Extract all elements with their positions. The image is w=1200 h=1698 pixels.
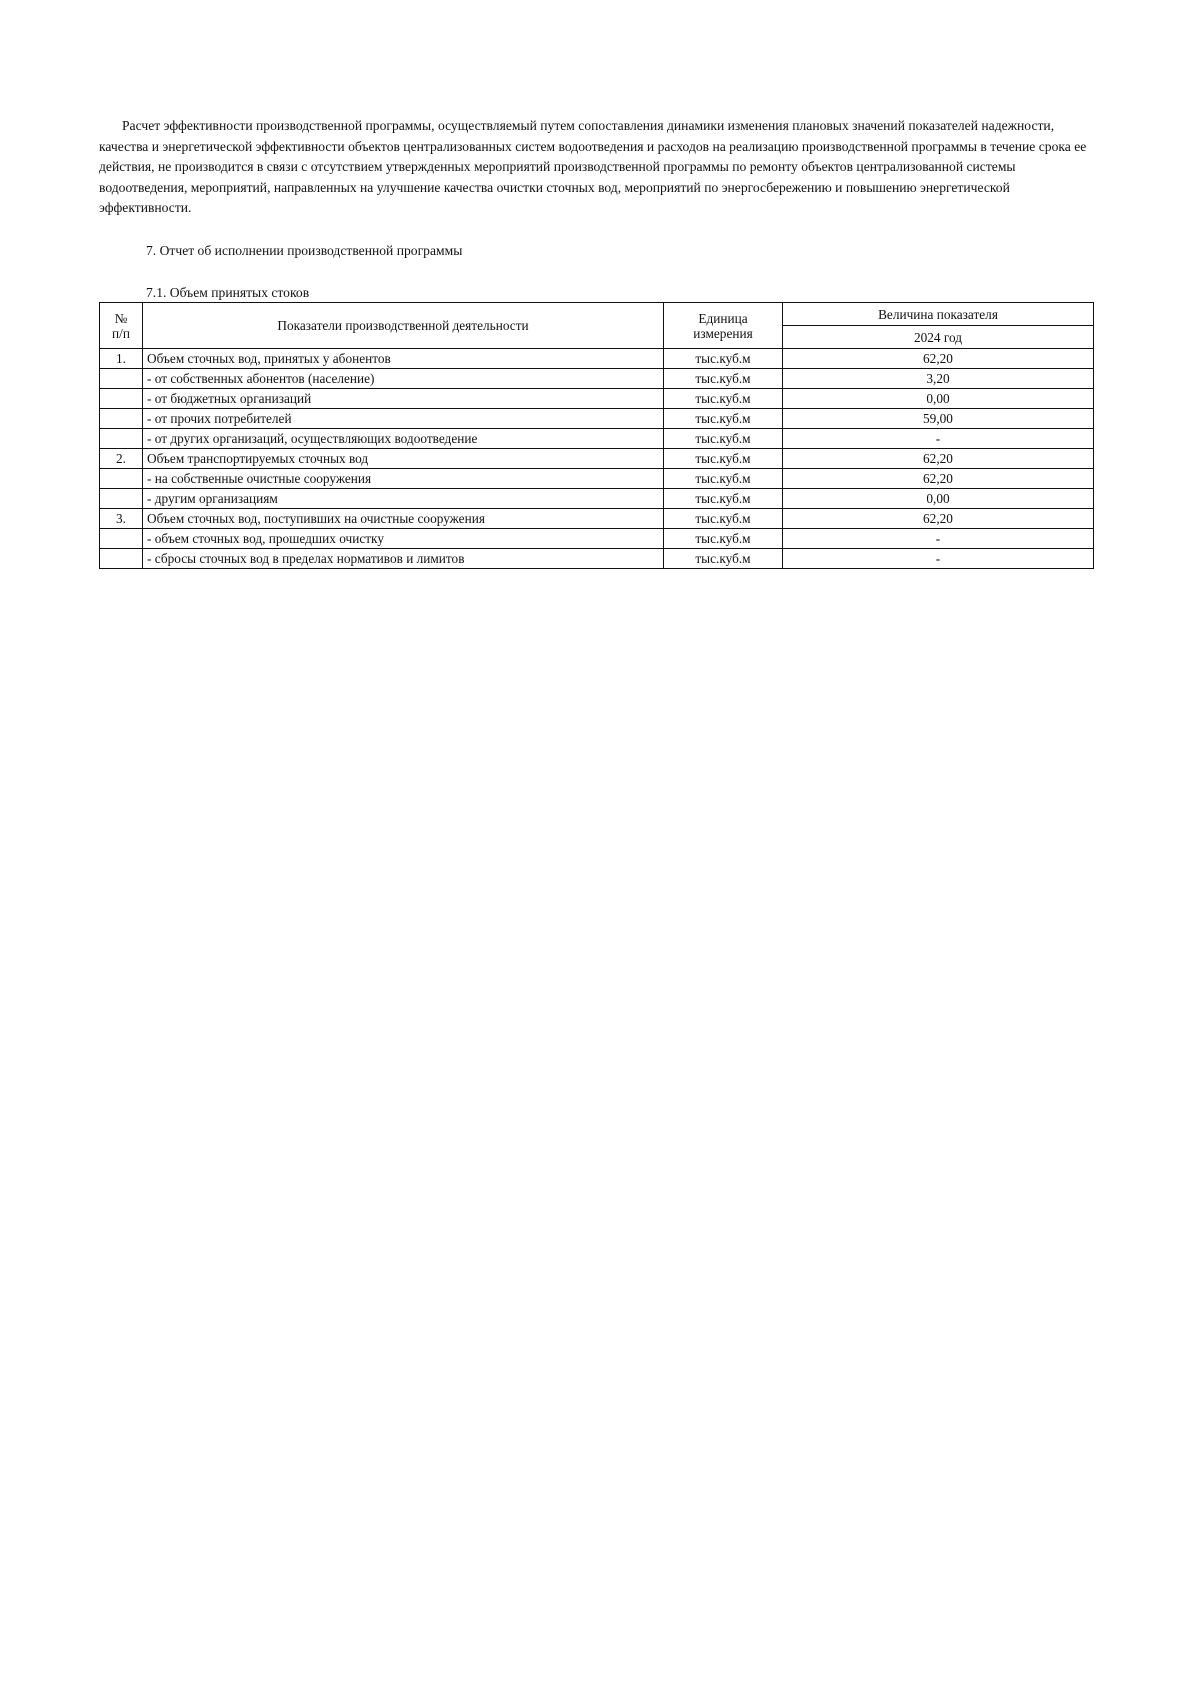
row-indicator: Объем транспортируемых сточных вод	[143, 449, 664, 469]
row-unit: тыс.куб.м	[664, 449, 783, 469]
row-indicator: - от бюджетных организаций	[143, 389, 664, 409]
header-value-group: Величина показателя	[783, 303, 1094, 326]
row-unit: тыс.куб.м	[664, 369, 783, 389]
table-row	[100, 389, 1094, 409]
section-heading: 7. Отчет об исполнении производственной программы	[146, 243, 463, 258]
row-unit: тыс.куб.м	[664, 409, 783, 429]
row-unit: тыс.куб.м	[664, 349, 783, 369]
row-value: 62,20	[783, 469, 1094, 489]
table-caption: 7.1. Объем принятых стоков	[146, 285, 310, 300]
header-unit-line2: измерения	[693, 325, 753, 341]
table-header	[100, 303, 1094, 349]
row-indicator: - на собственные очистные сооружения	[143, 469, 664, 489]
row-value: -	[783, 429, 1094, 449]
row-number: 2.	[100, 449, 143, 469]
row-number	[100, 389, 143, 409]
row-number	[100, 529, 143, 549]
table-row	[100, 409, 1094, 429]
row-value: -	[783, 529, 1094, 549]
table-row	[100, 509, 1094, 529]
row-number	[100, 369, 143, 389]
row-unit: тыс.куб.м	[664, 469, 783, 489]
row-number: 1.	[100, 349, 143, 369]
table-body	[100, 349, 1094, 569]
table-row	[100, 449, 1094, 469]
table-row	[100, 429, 1094, 449]
row-value: 62,20	[783, 349, 1094, 369]
report-table	[99, 302, 1094, 569]
row-unit: тыс.куб.м	[664, 489, 783, 509]
row-value: -	[783, 549, 1094, 569]
row-unit: тыс.куб.м	[664, 429, 783, 449]
row-number	[100, 429, 143, 449]
table-row	[100, 469, 1094, 489]
row-indicator: - от прочих потребителей	[143, 409, 664, 429]
header-number-line1: №	[114, 310, 128, 326]
table-row	[100, 349, 1094, 369]
row-value: 62,20	[783, 449, 1094, 469]
row-number	[100, 489, 143, 509]
row-indicator: - другим организациям	[143, 489, 664, 509]
row-indicator: - от собственных абонентов (население)	[143, 369, 664, 389]
row-number: 3.	[100, 509, 143, 529]
row-unit: тыс.куб.м	[664, 509, 783, 529]
header-unit-line1: Единица	[698, 310, 748, 326]
row-number	[100, 469, 143, 489]
table-row	[100, 529, 1094, 549]
row-value: 3,20	[783, 369, 1094, 389]
table-row	[100, 489, 1094, 509]
row-number	[100, 549, 143, 569]
row-value: 59,00	[783, 409, 1094, 429]
header-indicator: Показатели производственной деятельности	[143, 303, 664, 349]
table-row	[100, 369, 1094, 389]
table-row	[100, 549, 1094, 569]
row-value: 0,00	[783, 389, 1094, 409]
row-unit: тыс.куб.м	[664, 549, 783, 569]
row-indicator: - сбросы сточных вод в пределах нормативов и лимитов	[143, 549, 664, 569]
header-year: 2024 год	[783, 326, 1094, 349]
row-value: 62,20	[783, 509, 1094, 529]
row-indicator: Объем сточных вод, принятых у абонентов	[143, 349, 664, 369]
header-number-line2: п/п	[112, 325, 130, 341]
row-unit: тыс.куб.м	[664, 529, 783, 549]
row-value: 0,00	[783, 489, 1094, 509]
header-unit	[664, 303, 783, 349]
intro-paragraph: Расчет эффективности производственной программы, осуществляемый путем сопоставления динамики изменения плановых значений показателей надежности, качества и энергетической эффективности объектов централизованных систем водоотведения и расходов на реализацию производственной программы в течение срока ее действия, не производится в связи с отсутствием утвержденных мероприятий производственной программы по ремонту объектов централизованной системы водоотведения, мероприятий, направленных на улучшение качества очистки сточных вод, мероприятий по энергосбережению и повышению энергетической эффективности.	[99, 118, 1087, 215]
row-indicator: - от других организаций, осуществляющих водоотведение	[143, 429, 664, 449]
row-number	[100, 409, 143, 429]
row-unit: тыс.куб.м	[664, 389, 783, 409]
row-indicator: - объем сточных вод, прошедших очистку	[143, 529, 664, 549]
header-number	[100, 303, 143, 349]
row-indicator: Объем сточных вод, поступивших на очистные сооружения	[143, 509, 664, 529]
